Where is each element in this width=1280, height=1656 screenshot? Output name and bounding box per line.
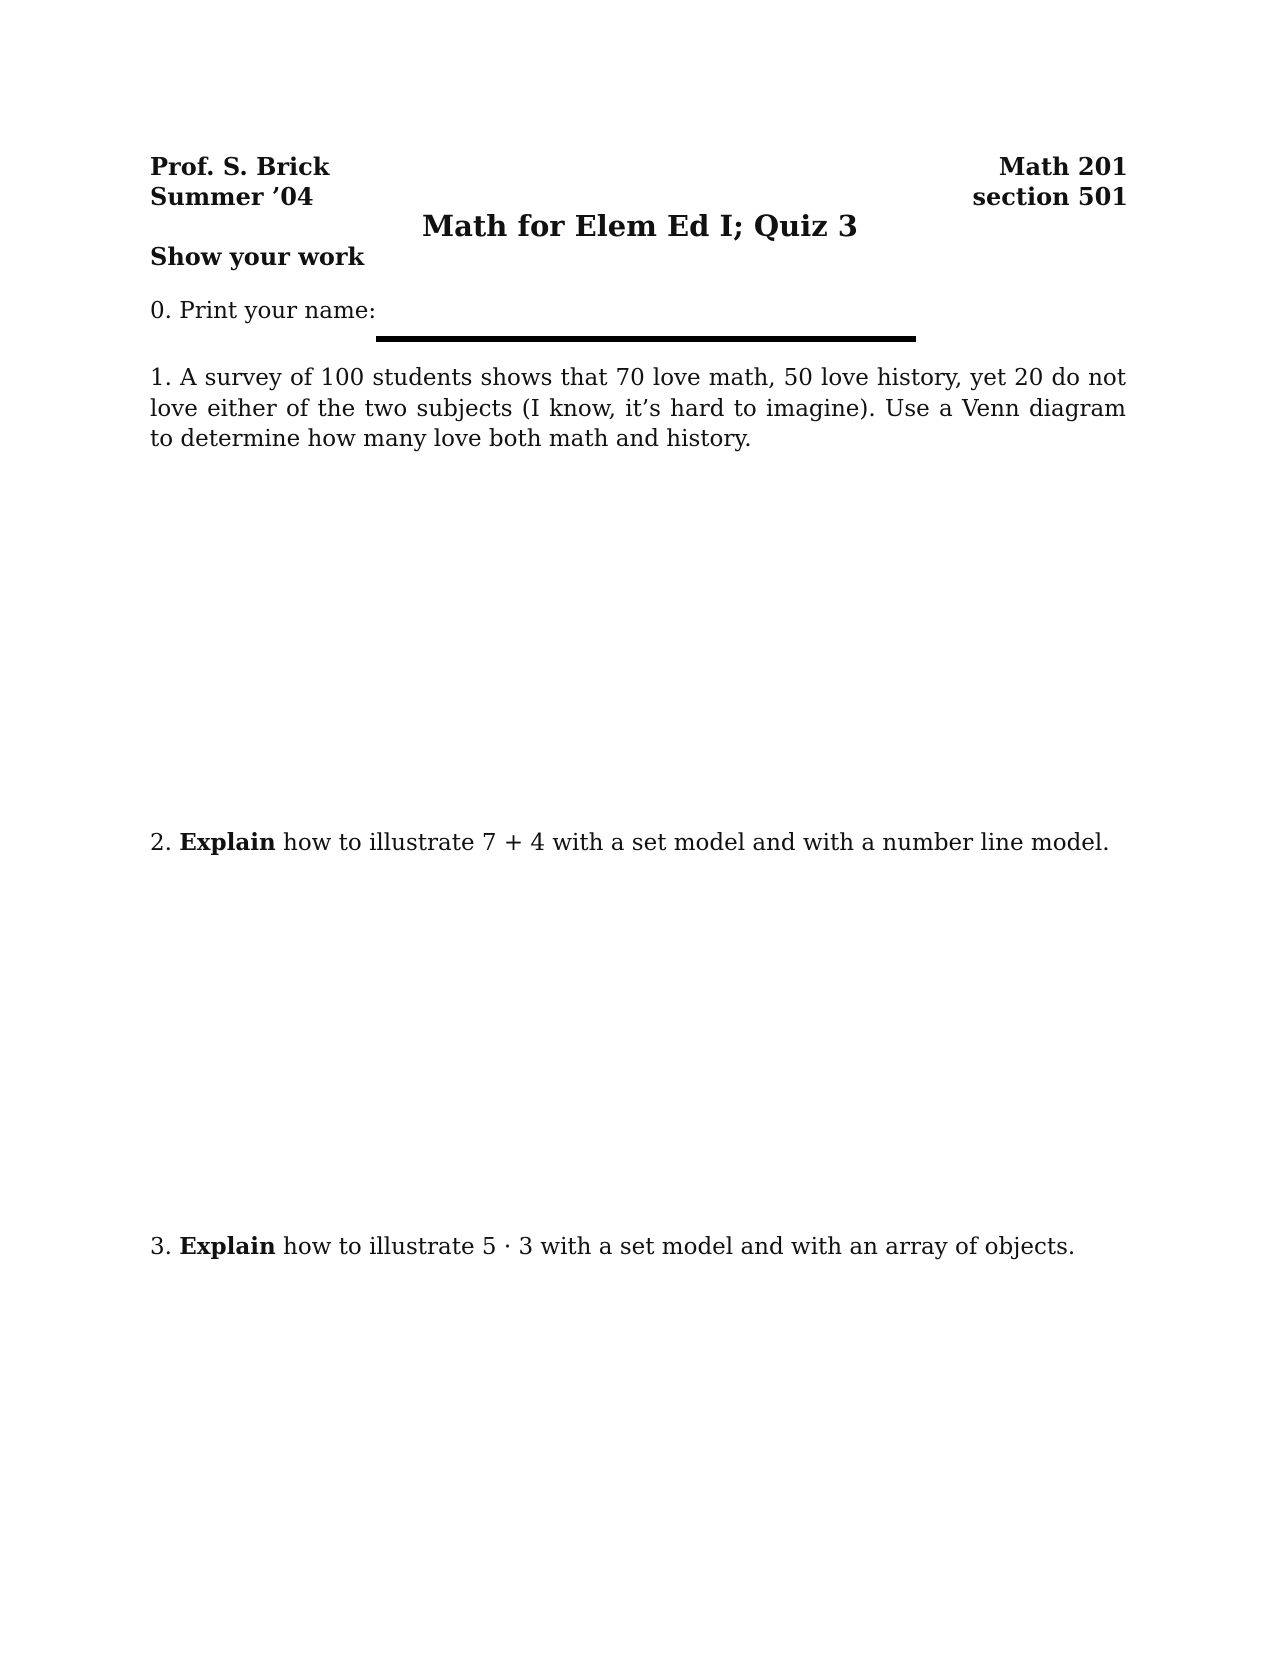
course-number: Math 201: [998, 152, 1128, 181]
question-number: 0.: [150, 298, 172, 324]
course-term: Summer ’04: [150, 182, 314, 211]
quiz-title: Math for Elem Ed I; Quiz 3: [422, 209, 858, 243]
instructor-name: Prof. S. Brick: [150, 152, 330, 181]
question-emphasis: Explain: [179, 829, 276, 856]
course-section: section 501: [972, 182, 1128, 211]
question-text: how to illustrate 7 + 4 with a set model and with a number line model.: [283, 830, 1110, 856]
name-underline[interactable]: [376, 336, 916, 342]
question-number: 2.: [150, 830, 172, 856]
question-text: how to illustrate 5 · 3 with a set model and with an array of objects.: [283, 1234, 1076, 1260]
question-text: Print your name:: [179, 298, 377, 324]
question-number: 1.: [150, 365, 172, 391]
question-number: 3.: [150, 1234, 172, 1260]
question-emphasis: Explain: [179, 1233, 276, 1260]
question-3: [150, 1232, 1126, 1263]
instructions: Show your work: [150, 242, 365, 271]
question-1: [150, 363, 1126, 455]
question-text: A survey of 100 students shows that 70 love math, 50 love history, yet 20 do not love either of the two subjects (I know, it’s hard to imagine). Use a Venn diagram to determine how many love both math and history.: [150, 365, 1126, 452]
question-2: [150, 828, 1126, 859]
question-0: [150, 296, 376, 326]
